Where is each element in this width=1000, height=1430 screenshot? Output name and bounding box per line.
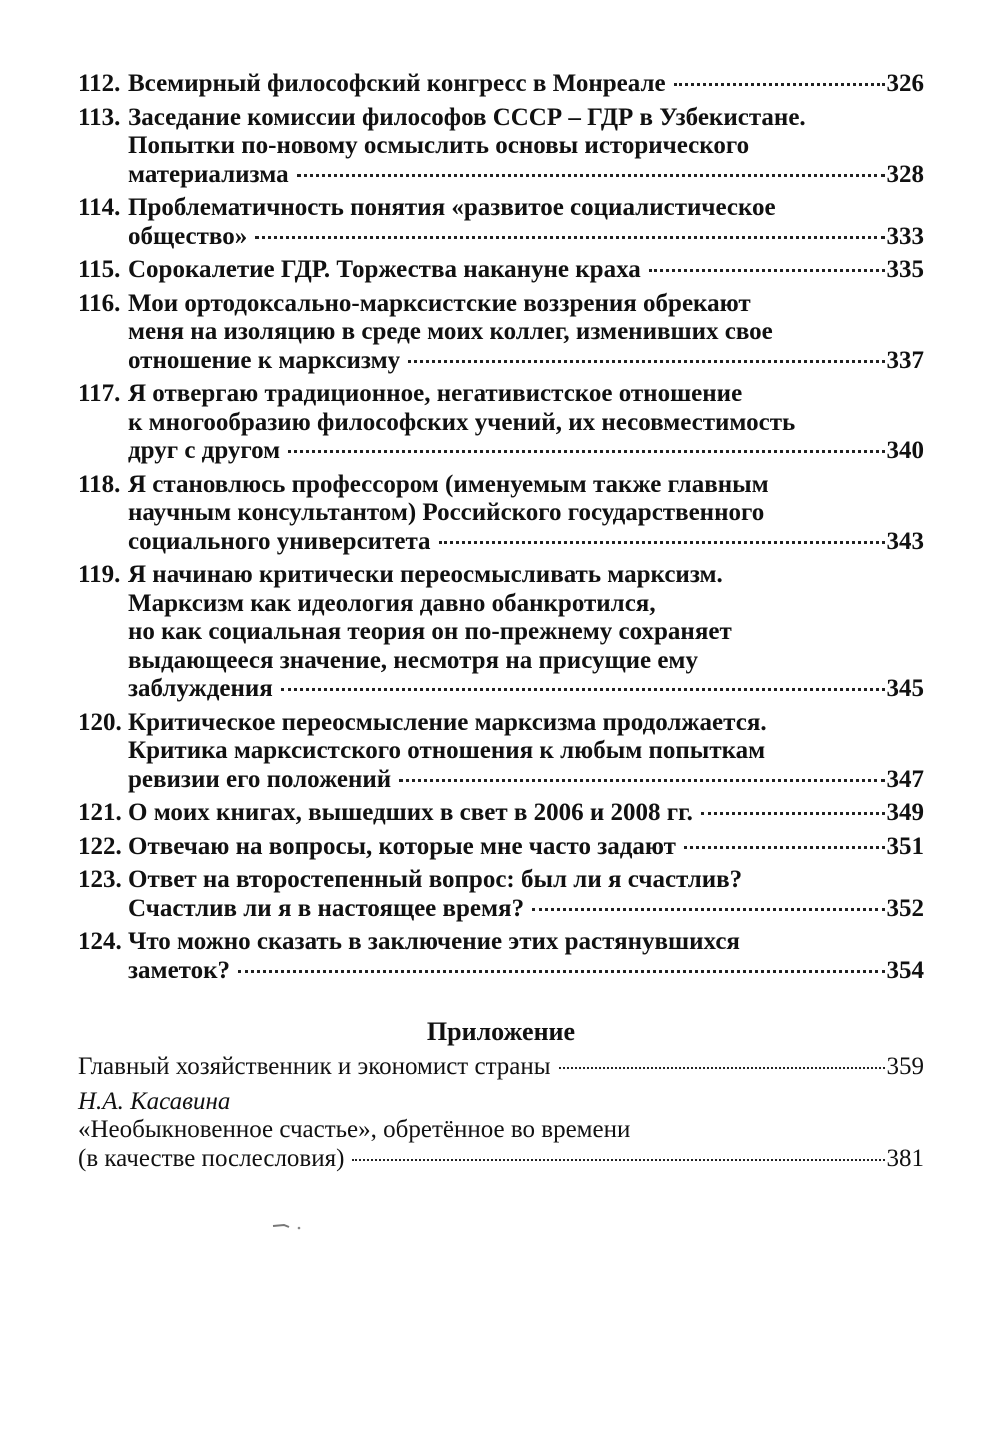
toc-entry: [78, 70, 924, 99]
toc-entry-last-line: [128, 528, 924, 557]
dot-leader: [701, 812, 885, 815]
toc-entry-title-line: Что можно сказать в заключение этих растянувшихся: [128, 928, 740, 955]
toc-entry-title: [128, 799, 924, 828]
dot-leader: [532, 908, 884, 911]
toc-entry-title-line: Проблематичность понятия «развитое социалистическое: [128, 194, 776, 221]
toc-entry-last-line: [128, 223, 924, 252]
toc-entry-last-line: [128, 437, 924, 466]
toc-entry: [78, 256, 924, 285]
toc-entry-title-line: Я становлюсь профессором (именуемым также главным: [128, 470, 769, 498]
toc-entry-number: 120.: [78, 708, 122, 736]
toc-entry-title-line: к многообразию философских учений, их несовместимость: [128, 408, 796, 436]
dot-leader: [399, 779, 884, 782]
toc-entry-title-line: меня на изоляцию в среде моих коллег, изменивших свое: [128, 318, 773, 345]
toc-entry: [78, 380, 924, 466]
dot-leader: [297, 174, 885, 177]
dot-leader: [684, 846, 885, 849]
toc-entry-number: 119.: [78, 561, 121, 588]
toc-page-number: 352: [886, 894, 924, 922]
toc-entry: [78, 709, 924, 795]
toc-entry-title-line: Я отвергаю традиционное, негативистское отношение: [128, 380, 743, 407]
toc-entry-title-line: Ответ на второстепенный вопрос: был ли я счастлив?: [128, 866, 743, 893]
toc-entry-last-line: [128, 70, 924, 99]
toc-entry-number: 118.: [78, 470, 121, 498]
toc-entry-title-line: материализма: [128, 160, 289, 188]
toc-page-number: 345: [886, 675, 924, 702]
toc-entry-title-line: Всемирный философский конгресс в Монреале: [128, 70, 666, 97]
toc-entry-title-line: заблуждения: [128, 675, 273, 702]
toc-entry-number: 114.: [78, 194, 121, 221]
appendix-last-line: [78, 1053, 924, 1082]
appendix-page-number: 359: [886, 1053, 924, 1080]
toc-entry-title-line: но как социальная теория он по-прежнему сохраняет: [128, 618, 732, 645]
toc-entry-number: 115.: [78, 256, 121, 283]
appendix-title: Приложение: [426, 1017, 576, 1046]
toc-page-number: 354: [886, 956, 924, 984]
toc-entry-title: [128, 561, 924, 704]
table-of-contents: [78, 70, 924, 1179]
toc-entry-title-line: заметок?: [128, 956, 231, 984]
appendix-title-line: «Необыкновенное счастье», обретённое во времени: [78, 1116, 631, 1143]
dot-leader: [674, 83, 885, 86]
toc-entry: [78, 866, 924, 923]
toc-page-number: 328: [886, 160, 924, 188]
toc-entry-number: 123.: [78, 866, 122, 893]
toc-entry: [78, 799, 924, 828]
toc-page-number: 335: [886, 256, 924, 283]
dot-leader: [649, 269, 885, 272]
toc-entry-title-line: Мои ортодоксально-марксистские воззрения обрекают: [128, 289, 751, 317]
toc-page-number: 347: [886, 765, 924, 793]
dot-leader: [255, 236, 884, 239]
toc-entry-title-line: Марксизм как идеология давно обанкротился,: [128, 589, 656, 617]
toc-entry-title-line: социального университета: [128, 527, 431, 555]
toc-entry: [78, 290, 924, 376]
toc-page-number: 337: [886, 346, 924, 374]
toc-entry-title: [128, 928, 924, 985]
toc-page-number: 351: [886, 832, 924, 860]
toc-entry-title: [128, 194, 924, 251]
dot-leader: [559, 1067, 885, 1069]
appendix-entries: [78, 1053, 924, 1173]
toc-entry-title-line: Счастлив ли я в настоящее время?: [128, 894, 525, 922]
toc-entry-last-line: [128, 799, 924, 828]
appendix-author: Н.А. Касавина: [78, 1087, 231, 1115]
toc-entry: [78, 561, 924, 704]
toc-entry-last-line: [128, 895, 924, 924]
toc-entry-title: [128, 866, 924, 923]
toc-entry-title-line: Критическое переосмысление марксизма продолжается.: [128, 708, 767, 736]
toc-entry-last-line: [128, 833, 924, 862]
toc-entry-title-line: общество»: [128, 222, 248, 250]
toc-page-number: 340: [886, 437, 924, 464]
toc-entry-title: [128, 709, 924, 795]
toc-entry-last-line: [128, 347, 924, 376]
dot-leader: [352, 1159, 884, 1161]
toc-entry-title-line: ревизии его положений: [128, 765, 392, 793]
toc-entry-title-line: выдающееся значение, несмотря на присущие ему: [128, 646, 698, 674]
toc-entry-last-line: [128, 766, 924, 795]
toc-entry-title-line: Сорокалетие ГДР. Торжества накануне краха: [128, 256, 641, 283]
toc-entry-number: 116.: [78, 289, 121, 317]
dot-leader: [288, 450, 884, 453]
dot-leader: [408, 360, 884, 363]
toc-entry-number: 117.: [78, 380, 121, 407]
toc-entry-number: 113.: [78, 103, 121, 131]
toc-page-number: 343: [886, 527, 924, 555]
toc-entry-number: 124.: [78, 928, 122, 955]
toc-entry-title-line: Критика марксистского отношения к любым попыткам: [128, 737, 766, 764]
appendix-entry: [78, 1053, 924, 1082]
toc-entry-number: 122.: [78, 832, 122, 860]
dot-leader: [238, 970, 884, 973]
toc-page-number: 349: [886, 799, 924, 826]
toc-entry: [78, 833, 924, 862]
toc-entry-title-line: научным консультантом) Российского государственного: [128, 499, 765, 526]
toc-page-number: 333: [886, 222, 924, 250]
appendix-last-line: [78, 1145, 924, 1174]
toc-entry-title: [128, 290, 924, 376]
toc-entry-title-line: Отвечаю на вопросы, которые мне часто задают: [128, 832, 676, 860]
toc-entry-title: [128, 70, 924, 99]
toc-entry-last-line: [128, 675, 924, 704]
dot-leader: [281, 688, 885, 691]
appendix-page-number: 381: [886, 1144, 924, 1172]
toc-entries: [78, 70, 924, 985]
toc-entry: [78, 104, 924, 190]
toc-entry-title: [128, 256, 924, 285]
toc-entry-title: [128, 833, 924, 862]
toc-entry: [78, 471, 924, 557]
dot-leader: [439, 541, 885, 544]
toc-entry-title: [128, 380, 924, 466]
toc-entry: [78, 194, 924, 251]
scan-smudge-mark: [272, 1222, 302, 1230]
toc-entry-last-line: [128, 161, 924, 190]
toc-entry-title-line: О моих книгах, вышедших в свет в 2006 и 2008 гг.: [128, 799, 693, 826]
toc-entry-last-line: [128, 256, 924, 285]
toc-entry-number: 121.: [78, 799, 122, 826]
toc-entry-title: [128, 471, 924, 557]
toc-page-number: 326: [886, 70, 924, 97]
toc-entry-title-line: отношение к марксизму: [128, 346, 401, 374]
toc-entry-title-line: Заседание комиссии философов СССР – ГДР в Узбекистане.: [128, 103, 806, 131]
toc-entry: [78, 928, 924, 985]
appendix-title-line: (в качестве послесловия): [78, 1144, 345, 1172]
toc-entry-number: 112.: [78, 70, 121, 97]
toc-entry-last-line: [128, 957, 924, 986]
toc-entry-title: [128, 104, 924, 190]
appendix-entry: [78, 1088, 924, 1174]
appendix-title-line: Главный хозяйственник и экономист страны: [78, 1053, 551, 1080]
toc-entry-title-line: Я начинаю критически переосмысливать марксизм.: [128, 561, 723, 588]
toc-entry-title-line: Попытки по-новому осмыслить основы исторического: [128, 132, 750, 159]
toc-entry-title-line: друг с другом: [128, 437, 281, 464]
